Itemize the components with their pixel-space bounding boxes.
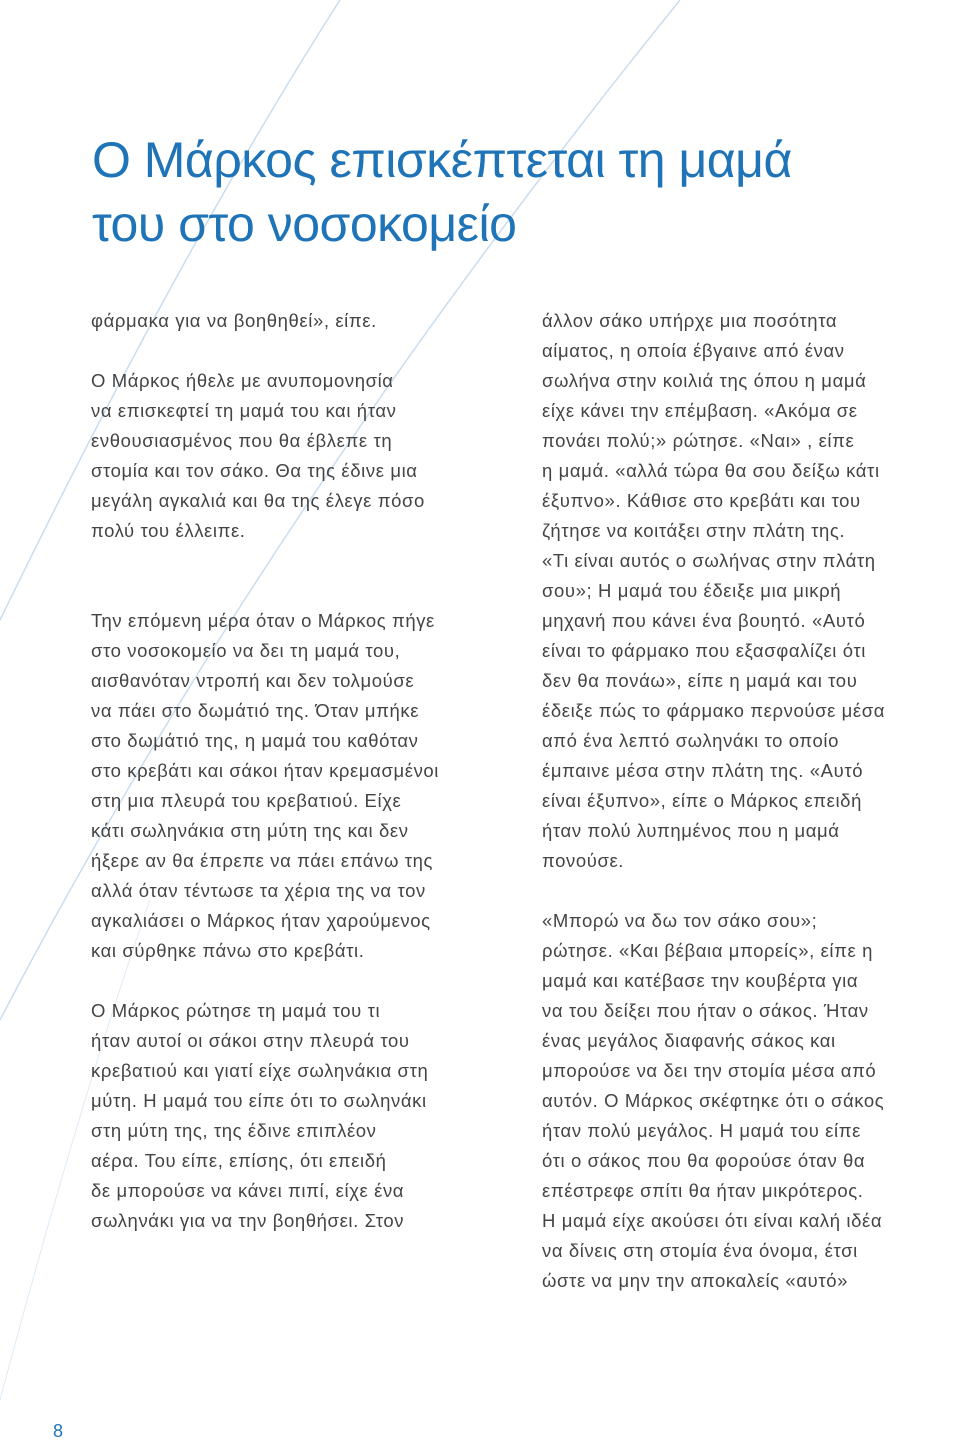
title-line-1: Ο Μάρκος επισκέπτεται τη μαμά bbox=[92, 132, 792, 188]
text-line: σου»; Η μαμά του έδειξε μια μικρή bbox=[542, 580, 842, 601]
text-line: ένας μεγάλος διαφανής σάκος και bbox=[542, 1030, 836, 1051]
paragraph bbox=[91, 996, 521, 1236]
text-line: ήταν αυτοί οι σάκοι στην πλευρά του bbox=[91, 1030, 410, 1051]
text-line: ζήτησε να κοιτάξει στην πλάτη της. bbox=[542, 520, 846, 541]
paragraph-gap bbox=[91, 966, 521, 996]
text-line: αέρα. Του είπε, επίσης, ότι επειδή bbox=[91, 1150, 387, 1171]
paragraph-gap bbox=[91, 546, 521, 576]
text-line: έδειξε πώς το φάρμακο περνούσε μέσα bbox=[542, 700, 886, 721]
text-line: κρεβατιού και γιατί είχε σωληνάκια στη bbox=[91, 1060, 429, 1081]
paragraph-gap bbox=[91, 336, 521, 366]
text-line: ήξερε αν θα έπρεπε να πάει επάνω της bbox=[91, 850, 434, 871]
text-line: ενθουσιασμένος που θα έβλεπε τη bbox=[91, 430, 393, 451]
paragraph bbox=[91, 606, 521, 966]
text-line: σωληνάκι για να την βοηθήσει. Στον bbox=[91, 1210, 405, 1231]
text-line: Ο Μάρκος ήθελε με ανυπομονησία bbox=[91, 370, 394, 391]
text-line: «Μπορώ να δω τον σάκο σου»; bbox=[542, 910, 818, 931]
text-line: και σύρθηκε πάνω στο κρεβάτι. bbox=[91, 940, 365, 961]
text-line: στη μια πλευρά του κρεβατιού. Είχε bbox=[91, 790, 402, 811]
text-line: άλλον σάκο υπήρχε μια ποσότητα bbox=[542, 310, 838, 331]
page-title bbox=[92, 128, 952, 256]
left-text-column bbox=[91, 306, 521, 1236]
text-line: να δίνεις στη στομία ένα όνομα, έτσι bbox=[542, 1240, 858, 1261]
text-line: ήταν πολύ λυπημένος που η μαμά bbox=[542, 820, 840, 841]
text-line: ρώτησε. «Και βέβαια μπορείς», είπε η bbox=[542, 940, 873, 961]
paragraph bbox=[542, 306, 960, 876]
text-line: Ο Μάρκος ρώτησε τη μαμά του τι bbox=[91, 1000, 381, 1021]
text-line: στο κρεβάτι και σάκοι ήταν κρεμασμένοι bbox=[91, 760, 440, 781]
text-line: «Τι είναι αυτός ο σωλήνας στην πλάτη bbox=[542, 550, 876, 571]
text-line: να επισκεφτεί τη μαμά του και ήταν bbox=[91, 400, 397, 421]
text-line: αίματος, η οποία έβγαινε από έναν bbox=[542, 340, 845, 361]
text-line: κάτι σωληνάκια στη μύτη της και δεν bbox=[91, 820, 409, 841]
text-line: από ένα λεπτό σωληνάκι το οποίο bbox=[542, 730, 840, 751]
text-line: φάρμακα για να βοηθηθεί», είπε. bbox=[91, 310, 377, 331]
text-line: στο νοσοκομείο να δει τη μαμά του, bbox=[91, 640, 401, 661]
text-line: να πάει στο δωμάτιό της. Όταν μπήκε bbox=[91, 700, 420, 721]
text-line: μπορούσε να δει την στομία μέσα από bbox=[542, 1060, 877, 1081]
text-line: Η μαμά είχε ακούσει ότι είναι καλή ιδέα bbox=[542, 1210, 883, 1231]
paragraph-gap bbox=[91, 576, 521, 606]
page-number: 8 bbox=[53, 1421, 64, 1441]
text-line: είχε κάνει την επέμβαση. «Ακόμα σε bbox=[542, 400, 858, 421]
text-line: στο δωμάτιό της, η μαμά του καθόταν bbox=[91, 730, 419, 751]
text-line: ώστε να μην την αποκαλείς «αυτό» bbox=[542, 1270, 849, 1291]
paragraph bbox=[91, 306, 521, 336]
text-line: η μαμά. «αλλά τώρα θα σου δείξω κάτι bbox=[542, 460, 880, 481]
title-line-2: του στο νοσοκομείο bbox=[92, 196, 517, 252]
text-line: ήταν πολύ μεγάλος. Η μαμά του είπε bbox=[542, 1120, 861, 1141]
text-line: είναι το φάρμακο που εξασφαλίζει ότι bbox=[542, 640, 866, 661]
text-line: αισθανόταν ντροπή και δεν τολμούσε bbox=[91, 670, 415, 691]
text-line: είναι έξυπνο», είπε ο Μάρκος επειδή bbox=[542, 790, 862, 811]
text-line: Την επόμενη μέρα όταν ο Μάρκος πήγε bbox=[91, 610, 435, 631]
text-line: επέστρεφε σπίτι θα ήταν μικρότερος. bbox=[542, 1180, 864, 1201]
text-line: πονάει πολύ;» ρώτησε. «Ναι» , είπε bbox=[542, 430, 855, 451]
text-line: μύτη. Η μαμά του είπε ότι το σωληνάκι bbox=[91, 1090, 427, 1111]
text-line: πονούσε. bbox=[542, 850, 625, 871]
paragraph-gap bbox=[542, 876, 960, 906]
paragraph bbox=[542, 906, 960, 1296]
text-line: μαμά και κατέβασε την κουβέρτα για bbox=[542, 970, 859, 991]
text-line: μηχανή που κάνει ένα βουητό. «Αυτό bbox=[542, 610, 866, 631]
text-line: στη μύτη της, της έδινε επιπλέον bbox=[91, 1120, 377, 1141]
text-line: σωλήνα στην κοιλιά της όπου η μαμά bbox=[542, 370, 867, 391]
text-line: δεν θα πονάω», είπε η μαμά και του bbox=[542, 670, 858, 691]
text-line: δε μπορούσε να κάνει πιπί, είχε ένα bbox=[91, 1180, 405, 1201]
text-line: αλλά όταν τέντωσε τα χέρια της να τον bbox=[91, 880, 426, 901]
text-line: αυτόν. Ο Μάρκος σκέφτηκε ότι ο σάκος bbox=[542, 1090, 885, 1111]
paragraph bbox=[91, 366, 521, 546]
text-line: ότι ο σάκος που θα φορούσε όταν θα bbox=[542, 1150, 866, 1171]
text-line: πολύ του έλλειπε. bbox=[91, 520, 246, 541]
text-line: έξυπνο». Κάθισε στο κρεβάτι και του bbox=[542, 490, 861, 511]
text-line: στομία και τον σάκο. Θα της έδινε μια bbox=[91, 460, 418, 481]
text-line: έμπαινε μέσα στην πλάτη της. «Αυτό bbox=[542, 760, 864, 781]
right-text-column bbox=[542, 306, 960, 1296]
text-line: αγκαλιάσει ο Μάρκος ήταν χαρούμενος bbox=[91, 910, 431, 931]
text-line: να του δείξει που ήταν ο σάκος. Ήταν bbox=[542, 1000, 869, 1021]
text-line: μεγάλη αγκαλιά και θα της έλεγε πόσο bbox=[91, 490, 425, 511]
